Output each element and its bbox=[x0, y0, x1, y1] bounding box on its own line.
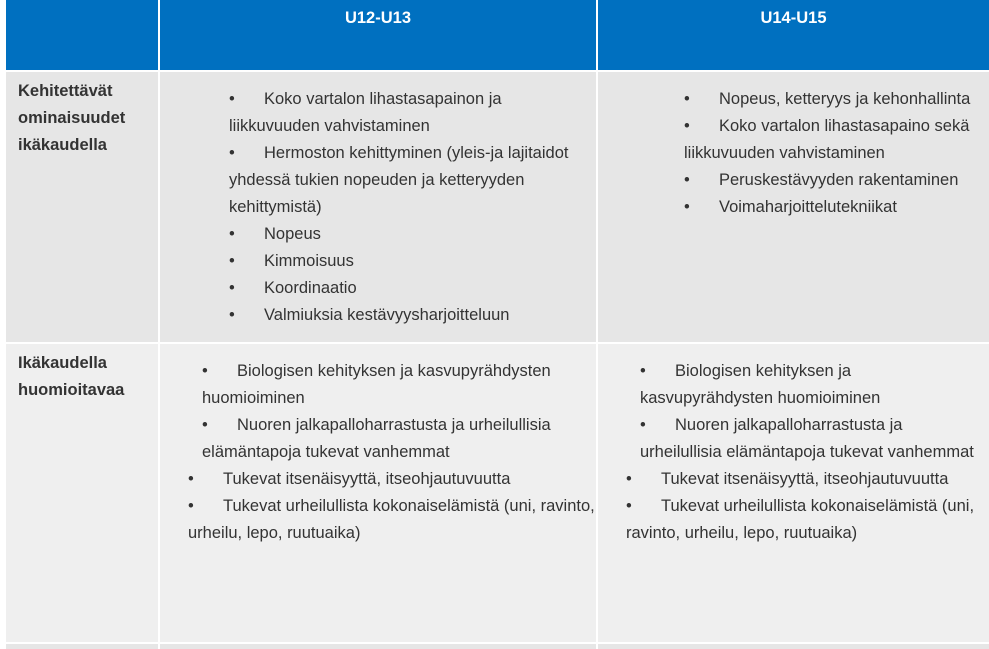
list-item: • Hermoston kehittyminen (yleis-ja lajitaidot yhdessä tukien nopeuden ja ketteryyden kehittymistä) bbox=[229, 140, 596, 221]
list-item: • Nuoren jalkapalloharrastusta ja urheilullisia elämäntapoja tukevat vanhemmat bbox=[202, 412, 588, 466]
list-item: • Voimaharjoittelutekniikat bbox=[684, 194, 977, 221]
list-item: • Valmiuksia kestävyysharjoitteluun bbox=[229, 302, 596, 329]
bullet-list bbox=[160, 344, 596, 466]
row-label: Kehitettävät ominaisuudet ikäkaudella bbox=[18, 82, 126, 154]
bullet-list bbox=[160, 72, 596, 329]
u12-cell bbox=[160, 72, 598, 344]
list-item: • Nopeus bbox=[229, 221, 596, 248]
list-item: • Biologisen kehityksen ja kasvupyrähdysten huomioiminen bbox=[202, 358, 588, 412]
header-u12-u13: U12-U13 bbox=[160, 0, 598, 72]
list-item: • Nopeus, ketteryys ja kehonhallinta bbox=[684, 86, 977, 113]
header-u14-u15: U14-U15 bbox=[598, 0, 989, 72]
list-item: • Tukevat urheilullista kokonaiselämistä (uni, ravinto, urheilu, lepo, ruutuaika) bbox=[188, 493, 596, 547]
table-row bbox=[6, 344, 989, 644]
list-item: • Peruskestävyyden rakentaminen bbox=[684, 167, 977, 194]
list-item: • Koko vartalon lihastasapainon ja liikkuvuuden vahvistaminen bbox=[229, 86, 596, 140]
u12-cell bbox=[160, 344, 598, 644]
sub-bullet-list bbox=[160, 466, 596, 547]
row-label: Ikäkaudella huomioitavaa bbox=[18, 354, 125, 399]
next-row-cell bbox=[598, 644, 989, 649]
bullet-list bbox=[598, 344, 989, 466]
row-label-cell bbox=[6, 72, 160, 344]
bullet-list bbox=[598, 72, 989, 221]
table-row bbox=[6, 72, 989, 344]
list-item: • Tukevat itsenäisyyttä, itseohjautuvuutta bbox=[188, 466, 596, 493]
next-row-edge bbox=[6, 644, 989, 649]
list-item: • Nuoren jalkapalloharrastusta ja urheilullisia elämäntapoja tukevat vanhemmat bbox=[640, 412, 981, 466]
training-table bbox=[6, 0, 989, 644]
list-item: • Tukevat itsenäisyyttä, itseohjautuvuutta bbox=[626, 466, 989, 493]
list-item: • Koordinaatio bbox=[229, 275, 596, 302]
sub-bullet-list bbox=[598, 466, 989, 547]
next-row-cell bbox=[6, 644, 160, 649]
list-item: • Biologisen kehityksen ja kasvupyrähdysten huomioiminen bbox=[640, 358, 981, 412]
next-row-cell bbox=[160, 644, 598, 649]
u14-cell bbox=[598, 72, 989, 344]
table-header-row bbox=[6, 0, 989, 72]
row-label-cell bbox=[6, 344, 160, 644]
list-item: • Tukevat urheilullista kokonaiselämistä (uni, ravinto, urheilu, lepo, ruutuaika) bbox=[626, 493, 989, 547]
list-item: • Kimmoisuus bbox=[229, 248, 596, 275]
header-empty-cell bbox=[6, 0, 160, 72]
list-item: • Koko vartalon lihastasapaino sekä liikkuvuuden vahvistaminen bbox=[684, 113, 977, 167]
u14-cell bbox=[598, 344, 989, 644]
